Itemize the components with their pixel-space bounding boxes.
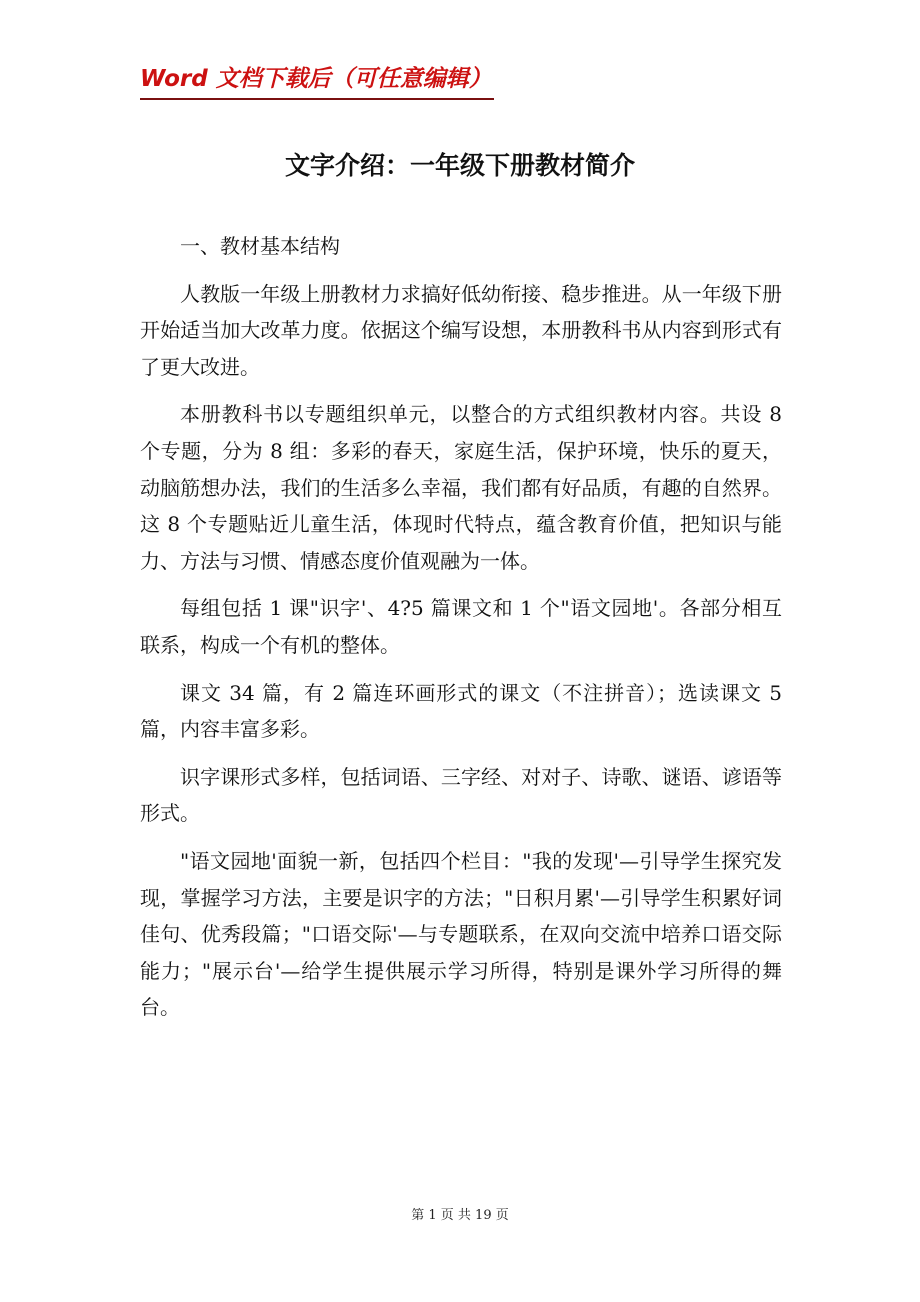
document-body — [140, 228, 782, 1026]
page-number-footer: 第 1 页 共 19 页 — [411, 1208, 509, 1223]
document-title: 文字介绍：一年级下册教材简介 — [284, 151, 635, 180]
section-heading: 一、教材基本结构 — [180, 234, 340, 258]
header-text: Word 文档下载后（可任意编辑） — [140, 66, 492, 92]
paragraph: 人教版一年级上册教材力求搞好低幼衔接、稳步推进。从一年级下册开始适当加大改革力度。依据这个编写设想，本册教科书从内容到形式有了更大改进。 — [140, 281, 782, 379]
paragraph: 本册教科书以专题组织单元，以整合的方式组织教材内容。共设 8 个专题，分为 8 组：多彩的春天，家庭生活，保护环境，快乐的夏天，动脑筋想办法，我们的生活多么幸福，我们都有好品质，有趣的自然界。这 8 个专题贴近儿童生活，体现时代特点，蕴含教育价值，把知识与能力、方法与习惯、情感态度价值观融为一体。 — [140, 402, 782, 573]
page-header — [140, 60, 494, 100]
paragraph: "语文园地'面貌一新，包括四个栏目："我的发现'—引导学生探究发现，掌握学习方法，主要是识字的方法；"日积月累'—引导学生积累好词佳句、优秀段篇；"口语交际'—与专题联系，在双向交流中培养口语交际能力；"展示台'—给学生提供展示学习所得，特别是课外学习所得的舞台。 — [140, 848, 782, 1020]
paragraph: 每组包括 1 课"识字'、4?5 篇课文和 1 个"语文园地'。各部分相互联系，构成一个有机的整体。 — [140, 596, 782, 657]
paragraph: 识字课形式多样，包括词语、三字经、对对子、诗歌、谜语、谚语等形式。 — [140, 764, 782, 826]
paragraph: 课文 34 篇，有 2 篇连环画形式的课文（不注拼音）；选读课文 5 篇，内容丰富多彩。 — [140, 680, 782, 742]
